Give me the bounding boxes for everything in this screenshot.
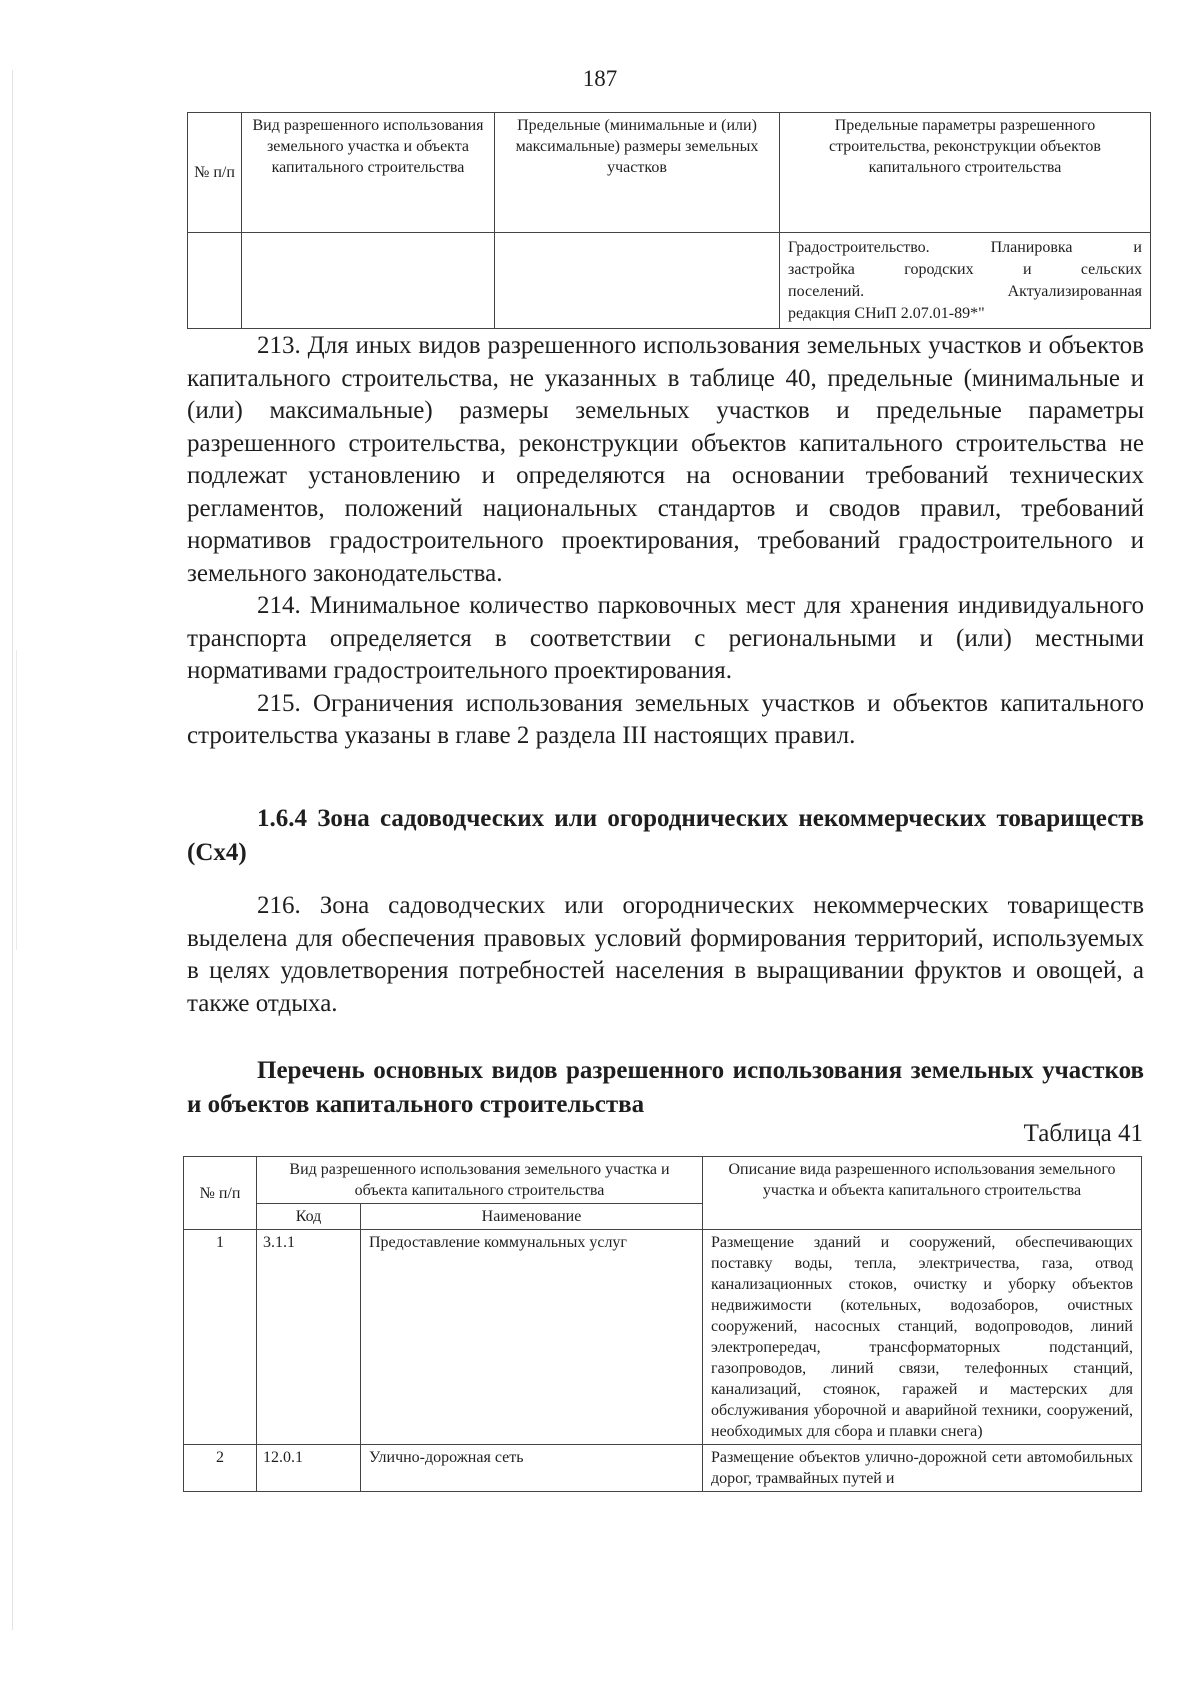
table-row [184, 1445, 1142, 1492]
norm-reference-cell [780, 233, 1151, 329]
table-cell [188, 233, 242, 329]
row-description: Размещение объектов улично-дорожной сети автомобильных дорог, трамвайных путей и [703, 1445, 1142, 1492]
table-header-row [188, 113, 1151, 233]
header-plot-sizes: Предельные (минимальные и (или) максимальные) размеры земельных участков [495, 113, 780, 233]
row-name: Предоставление коммунальных услуг [361, 1230, 703, 1445]
header-code: Код [257, 1204, 361, 1230]
table-row [188, 233, 1151, 329]
header-use-type: Вид разрешенного использования земельного участка и объекта капитального строительства [242, 113, 495, 233]
table-41 [183, 1156, 1142, 1492]
reference-line: застройка городских и сельских [788, 261, 1142, 278]
paragraph-214: 214. Минимальное количество парковочных мест для хранения индивидуального транспорта определяется в соответствии с региональными и (или) местными нормативами градостроительного проектирования. [187, 592, 1144, 684]
row-num: 2 [184, 1445, 257, 1492]
row-num: 1 [184, 1230, 257, 1445]
page-number: 187 [582, 66, 618, 91]
row-code: 12.0.1 [257, 1445, 361, 1492]
paragraph-216: 216. Зона садоводческих или огороднических некоммерческих товариществ выделена для обеспечения правовых условий формирования территорий, используемых в целях удовлетворения потребностей населения в выращивании фруктов и овощей, а также отдыха. [187, 892, 1144, 1017]
header-num: № п/п [188, 113, 242, 233]
header-num: № п/п [184, 1157, 257, 1230]
scan-edge-line [12, 70, 13, 1630]
paragraph-213: 213. Для иных видов разрешенного использования земельных участков и объектов капитального строительства, не указанных в таблице 40, предельные (минимальные и (или) максимальные) размеры земельных участков и предельные параметры разрешенного строительства, реконструкции объектов капитального строительства не подлежат установлению и определяются на основании требований технических регламентов, положений национальных стандартов и сводов правил, требований нормативов градостроительного проектирования, требований градостроительного и земельного законодательства. [187, 332, 1144, 587]
reference-line: поселений. Актуализированная [788, 283, 1142, 300]
table-cell [242, 233, 495, 329]
body-text [187, 330, 1144, 753]
list-heading: Перечень основных видов разрешенного использования земельных участков и объектов капитального строительства [187, 1057, 1144, 1118]
row-code: 3.1.1 [257, 1230, 361, 1445]
header-description: Описание вида разрешенного использования земельного участка и объекта капитального строительства [703, 1157, 1142, 1230]
reference-line: Градостроительство. Планировка и [788, 239, 1142, 256]
row-name: Улично-дорожная сеть [361, 1445, 703, 1492]
row-description: Размещение зданий и сооружений, обеспечивающих поставку воды, тепла, электричества, газа, отвод канализационных стоков, очистку и уборку объектов недвижимости (котельных, водозаборов, очистных сооружений, насосных станций, водопроводов, линий электропередач, трансформаторных подстанций, газопроводов, линий связи, телефонных станций, канализаций, стоянок, гаражей и мастерских для обслуживания уборочной и аварийной техники, сооружений, необходимых для сбора и плавки снега) [703, 1230, 1142, 1445]
paragraph-215: 215. Ограничения использования земельных участков и объектов капитального строительства указаны в главе 2 раздела III настоящих правил. [187, 689, 1144, 749]
continued-table-40 [187, 112, 1151, 329]
section-heading: 1.6.4 Зона садоводческих или огороднических некоммерческих товариществ (Сх4) [187, 805, 1144, 866]
scan-edge-line [16, 650, 17, 950]
reference-line: редакция СНиП 2.07.01-89*" [788, 305, 985, 322]
table-header-row [184, 1157, 1142, 1204]
header-parameters: Предельные параметры разрешенного строительства, реконструкции объектов капитального строительства [780, 113, 1151, 233]
header-name: Наименование [361, 1204, 703, 1230]
table-caption: Таблица 41 [1023, 1120, 1143, 1147]
table-cell [495, 233, 780, 329]
header-use-type: Вид разрешенного использования земельного участка и объекта капитального строительства [257, 1157, 703, 1204]
table-row [184, 1230, 1142, 1445]
